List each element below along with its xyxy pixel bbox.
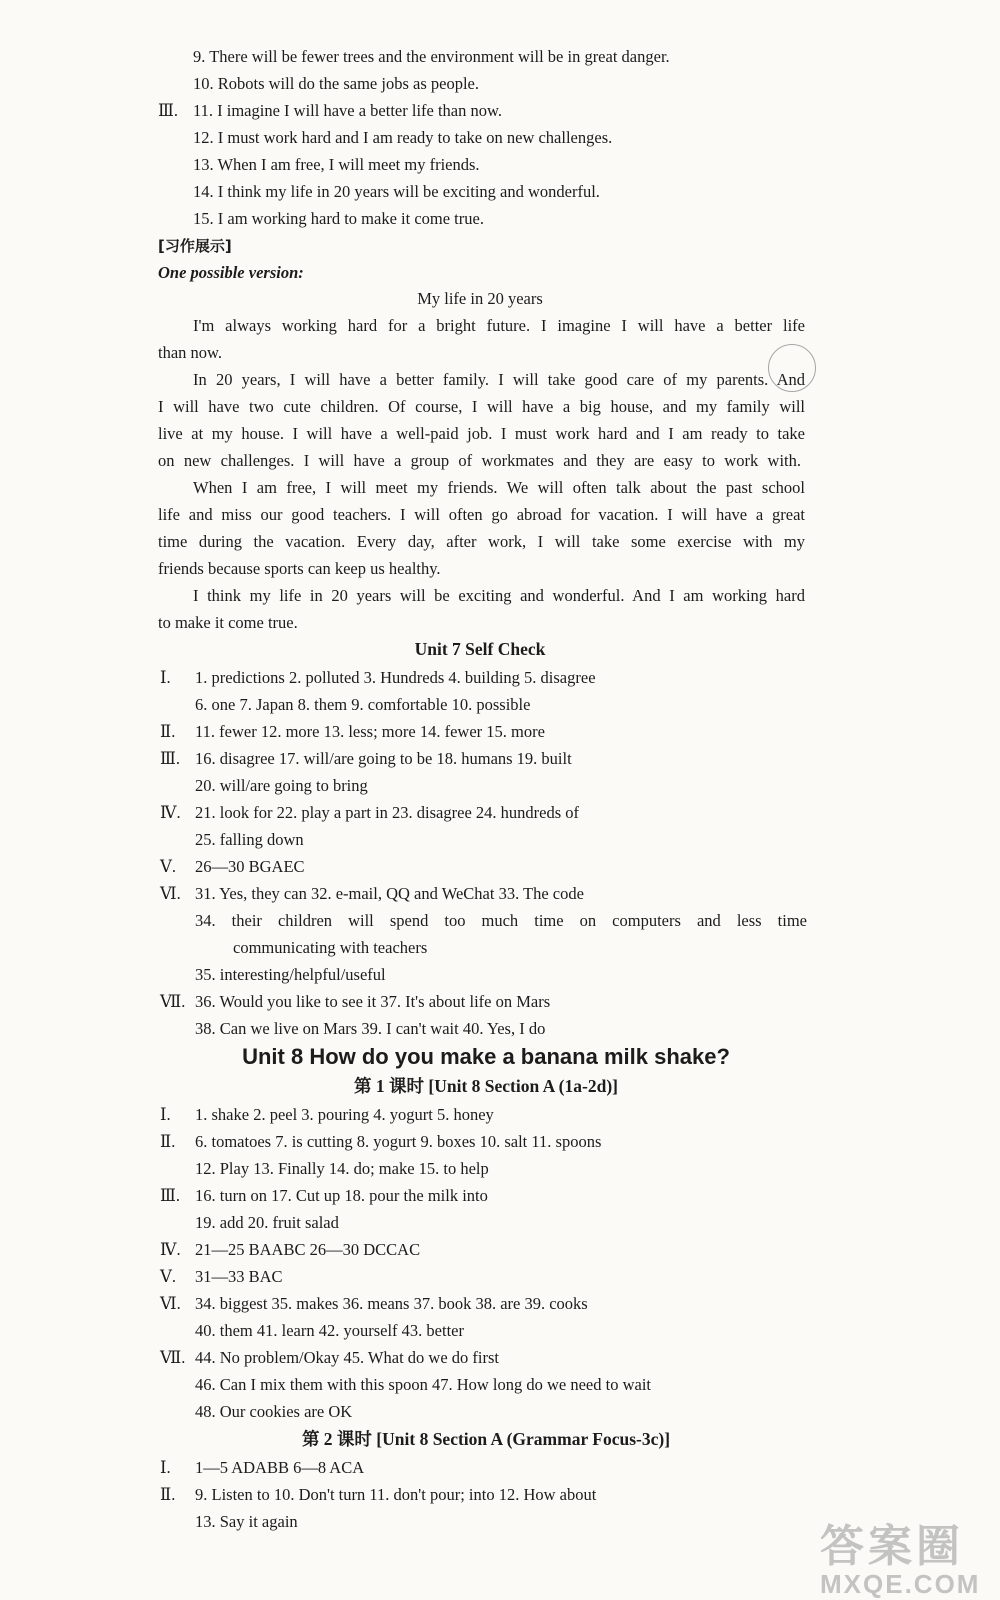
watermark-logo: [820, 1522, 981, 1599]
answer-line: 1. predictions 2. polluted 3. Hundreds 4. building 5. disagree: [195, 668, 596, 687]
answer-line: 19. add 20. fruit salad: [195, 1213, 339, 1232]
item-number: 12.: [193, 128, 214, 147]
section-marker: Ⅵ.: [160, 1294, 181, 1313]
item-number: 11.: [193, 101, 214, 120]
answer-line: 16. turn on 17. Cut up 18. pour the milk into: [195, 1186, 488, 1205]
answer-line: 21—25 BAABC 26—30 DCCAC: [195, 1240, 421, 1259]
essay-title: My life in 20 years: [417, 289, 543, 308]
item-text: There will be fewer trees and the environment will be in great danger.: [209, 47, 670, 66]
section-marker: Ⅳ.: [160, 803, 181, 822]
answer-item: [193, 127, 612, 149]
answer-line: 13. Say it again: [195, 1512, 298, 1531]
lesson-title: 第 1 课时 [Unit 8 Section A (1a-2d)]: [354, 1076, 618, 1096]
section-marker: Ⅶ.: [160, 1348, 186, 1367]
answer-item: [193, 46, 670, 68]
item-text: When I am free, I will meet my friends.: [217, 155, 480, 174]
answer-line: 34. biggest 35. makes 36. means 37. book 38. are 39. cooks: [195, 1294, 588, 1313]
section-marker: Ⅱ.: [160, 722, 176, 741]
answer-line: 46. Can I mix them with this spoon 47. How long do we need to wait: [195, 1375, 651, 1394]
answer-item: [193, 208, 484, 230]
essay-line: When I am free, I will meet my friends. We will often talk about the past school: [193, 478, 805, 497]
answer-line: 1—5 ADABB 6—8 ACA: [195, 1458, 365, 1477]
answer-line: 12. Play 13. Finally 14. do; make 15. to help: [195, 1159, 489, 1178]
answer-line: 36. Would you like to see it 37. It's about life on Mars: [195, 992, 551, 1011]
watermark-text: 答案圈: [820, 1522, 964, 1571]
answer-line: 6. tomatoes 7. is cutting 8. yogurt 9. boxes 10. salt 11. spoons: [195, 1132, 602, 1151]
essay-line: I will have two cute children. Of course, I will have a big house, and my family will: [158, 397, 805, 416]
answer-line: 40. them 41. learn 42. yourself 43. better: [195, 1321, 464, 1340]
answer-line: 26—30 BGAEC: [195, 857, 305, 876]
answer-line: 9. Listen to 10. Don't turn 11. don't pour; into 12. How about: [195, 1485, 597, 1504]
essay-line: time during the vacation. Every day, after work, I will take some exercise with my: [158, 532, 805, 551]
essay-line: In 20 years, I will have a better family. I will take good care of my parents. And: [193, 370, 805, 389]
answer-line: 16. disagree 17. will/are going to be 18. humans 19. built: [195, 749, 572, 768]
section-marker: Ⅴ.: [160, 1267, 177, 1286]
answer-line: 34. their children will spend too much time on computers and less time: [195, 911, 807, 930]
answer-line: 48. Our cookies are OK: [195, 1402, 353, 1421]
section-marker: Ⅱ.: [160, 1485, 176, 1504]
answer-line: 38. Can we live on Mars 39. I can't wait 40. Yes, I do: [195, 1019, 546, 1038]
section-marker: Ⅰ.: [160, 1458, 171, 1477]
answer-line: 20. will/are going to bring: [195, 776, 368, 795]
item-text: I must work hard and I am ready to take on new challenges.: [217, 128, 613, 147]
item-number: 9.: [193, 47, 206, 66]
writing-tag: [习作展示]: [158, 237, 232, 255]
answer-line: 11. fewer 12. more 13. less; more 14. fewer 15. more: [195, 722, 545, 741]
answer-line: 25. falling down: [195, 830, 304, 849]
section-marker: Ⅶ.: [160, 992, 186, 1011]
item-number: 14.: [193, 182, 214, 201]
item-text: Robots will do the same jobs as people.: [217, 74, 479, 93]
essay-line: life and miss our good teachers. I will often go abroad for vacation. I will have a great: [158, 505, 805, 524]
section-marker: Ⅱ.: [160, 1132, 176, 1151]
item-number: 10.: [193, 74, 214, 93]
answer-line: 31—33 BAC: [195, 1267, 283, 1286]
answer-line: 44. No problem/Okay 45. What do we do first: [195, 1348, 499, 1367]
item-text: I am working hard to make it come true.: [217, 209, 484, 228]
essay-line: I think my life in 20 years will be exciting and wonderful. And I am working hard: [193, 586, 805, 605]
essay-line: on new challenges. I will have a group of workmates and they are easy to work with.: [158, 451, 801, 470]
item-text: I think my life in 20 years will be exciting and wonderful.: [217, 182, 600, 201]
section-marker: Ⅳ.: [160, 1240, 181, 1259]
answer-line: 6. one 7. Japan 8. them 9. comfortable 10. possible: [195, 695, 531, 714]
answer-item: [193, 154, 480, 176]
essay-line: I'm always working hard for a bright future. I imagine I will have a better life: [193, 316, 805, 335]
essay-line: than now.: [158, 343, 223, 362]
answer-line: communicating with teachers: [233, 938, 428, 957]
answer-line: 21. look for 22. play a part in 23. disagree 24. hundreds of: [195, 803, 579, 822]
faint-stamp-icon: [768, 344, 816, 392]
section-marker: Ⅴ.: [160, 857, 177, 876]
item-text: I imagine I will have a better life than now.: [217, 101, 502, 120]
section-marker: Ⅵ.: [160, 884, 181, 903]
lesson-title: 第 2 课时 [Unit 8 Section A (Grammar Focus-3c)]: [301, 1429, 671, 1449]
section-marker: Ⅰ.: [160, 668, 171, 687]
section-marker: Ⅲ.: [160, 749, 181, 768]
unit-title: Unit 8 How do you make a banana milk shake?: [242, 1044, 730, 1069]
self-check-title: Unit 7 Self Check: [414, 639, 546, 659]
section-marker: Ⅰ.: [160, 1105, 171, 1124]
answer-line: 31. Yes, they can 32. e-mail, QQ and WeChat 33. The code: [195, 884, 584, 903]
answer-line: 35. interesting/helpful/useful: [195, 965, 386, 984]
section-marker: Ⅲ.: [160, 1186, 181, 1205]
answer-line: 1. shake 2. peel 3. pouring 4. yogurt 5. honey: [195, 1105, 494, 1124]
essay-line: friends because sports can keep us healthy.: [158, 559, 441, 578]
watermark-url: MXQE.COM: [820, 1569, 981, 1599]
answer-item: [193, 73, 479, 95]
essay-line: live at my house. I will have a well-paid job. I must work hard and I am ready to take: [158, 424, 805, 443]
answer-item: [193, 100, 502, 122]
answer-item: [193, 181, 600, 203]
essay-line: to make it come true.: [158, 613, 298, 632]
item-number: 15.: [193, 209, 214, 228]
writing-subtitle: One possible version:: [158, 263, 304, 282]
section-marker: Ⅲ.: [158, 101, 179, 120]
item-number: 13.: [193, 155, 214, 174]
